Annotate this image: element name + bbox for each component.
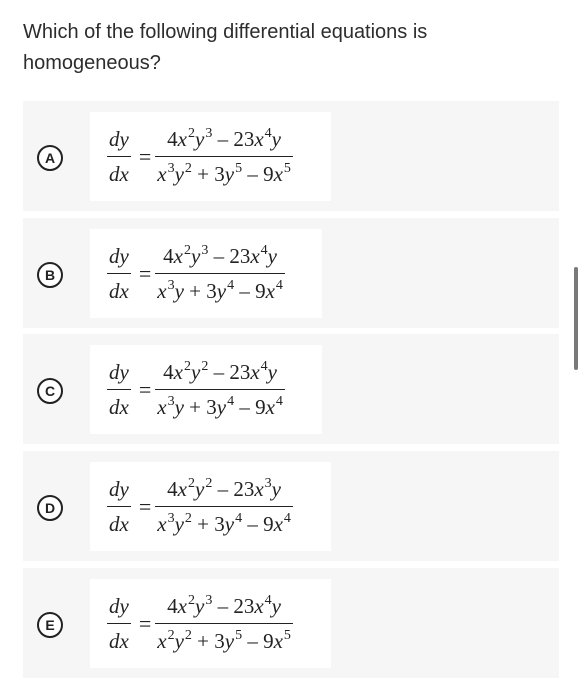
numerator-exponent: 3: [205, 592, 213, 608]
numerator-term: 4x: [163, 243, 183, 268]
option-letter-badge[interactable]: E: [37, 612, 63, 638]
numerator-exponent: 4: [264, 125, 272, 141]
denominator-term: – 9x: [242, 162, 283, 187]
numerator-term: y: [271, 126, 281, 151]
rhs-numerator: [161, 358, 279, 389]
question-line-2: homogeneous?: [23, 52, 161, 74]
derivative-fraction: [107, 358, 131, 421]
denominator-term: x: [157, 162, 167, 187]
differential-equation: [90, 579, 309, 668]
numerator-term: y: [267, 243, 277, 268]
derivative-fraction: [107, 475, 131, 538]
numerator-term: y: [267, 359, 277, 384]
denominator-term: – 9x: [242, 512, 283, 537]
denominator-exponent: 5: [283, 161, 291, 177]
numerator-term: – 23x: [208, 359, 260, 384]
numerator-term: y: [191, 359, 201, 384]
equation-box: [90, 579, 331, 668]
denominator-exponent: 4: [283, 511, 291, 527]
denominator-term: y: [174, 629, 184, 654]
option-letter-badge[interactable]: D: [37, 495, 63, 521]
denominator-exponent: 3: [167, 161, 175, 177]
numerator-term: y: [191, 243, 201, 268]
equals-sign: =: [138, 493, 152, 519]
rhs-numerator: [165, 475, 283, 506]
numerator-term: y: [271, 476, 281, 501]
numerator-term: y: [195, 593, 205, 618]
denominator-exponent: 2: [184, 511, 192, 527]
rhs-denominator: [155, 390, 285, 421]
denominator-exponent: 5: [283, 628, 291, 644]
numerator-term: 4x: [163, 359, 183, 384]
equals-sign: =: [138, 143, 152, 169]
option-d[interactable]: [23, 451, 559, 561]
rhs-numerator: [165, 592, 283, 623]
option-letter-badge[interactable]: A: [37, 145, 63, 171]
denominator-term: + 3y: [191, 629, 235, 654]
numerator-term: – 23x: [212, 593, 264, 618]
derivative-fraction: [107, 125, 131, 188]
denominator-term: x: [157, 279, 167, 304]
rhs-fraction: [155, 475, 293, 538]
denominator-term: y + 3y: [174, 279, 227, 304]
denominator-term: y: [174, 512, 184, 537]
differential-equation: [90, 345, 301, 434]
denominator-term: + 3y: [191, 162, 235, 187]
numerator-exponent: 4: [264, 592, 272, 608]
denominator-exponent: 4: [275, 394, 283, 410]
denominator-term: y + 3y: [174, 395, 227, 420]
numerator-term: – 23x: [208, 243, 260, 268]
question-text: [23, 17, 493, 79]
numerator-term: y: [195, 476, 205, 501]
equation-box: [90, 229, 322, 318]
scrollbar-thumb[interactable]: [574, 267, 578, 370]
denominator-term: – 9x: [234, 395, 275, 420]
rhs-fraction: [155, 242, 285, 305]
numerator-term: – 23x: [212, 476, 264, 501]
numerator-term: 4x: [167, 476, 187, 501]
option-b[interactable]: [23, 218, 559, 328]
denominator-exponent: 3: [167, 394, 175, 410]
numerator-term: – 23x: [212, 126, 264, 151]
equation-box: [90, 112, 331, 201]
numerator-exponent: 2: [201, 358, 209, 374]
rhs-fraction: [155, 358, 285, 421]
numerator-exponent: 4: [260, 358, 268, 374]
derivative-denominator: dx: [109, 629, 129, 654]
numerator-exponent: 3: [205, 125, 213, 141]
derivative-numerator: dy: [109, 243, 129, 268]
denominator-exponent: 4: [275, 278, 283, 294]
rhs-denominator: [155, 507, 293, 538]
denominator-term: x: [157, 395, 167, 420]
denominator-exponent: 2: [167, 628, 175, 644]
numerator-exponent: 2: [205, 475, 213, 491]
denominator-term: x: [157, 629, 167, 654]
numerator-exponent: 2: [188, 475, 195, 491]
denominator-term: – 9x: [242, 629, 283, 654]
equals-sign: =: [138, 260, 152, 286]
equation-box: [90, 462, 331, 551]
numerator-term: y: [271, 593, 281, 618]
equals-sign: =: [138, 610, 152, 636]
denominator-term: – 9x: [234, 279, 275, 304]
derivative-numerator: dy: [109, 476, 129, 501]
equals-sign: =: [138, 376, 152, 402]
rhs-denominator: [155, 624, 293, 655]
differential-equation: [90, 462, 309, 551]
denominator-exponent: 2: [184, 628, 192, 644]
derivative-numerator: dy: [109, 593, 129, 618]
differential-equation: [90, 112, 309, 201]
option-c[interactable]: [23, 334, 559, 444]
rhs-fraction: [155, 592, 293, 655]
rhs-fraction: [155, 125, 293, 188]
numerator-exponent: 2: [184, 242, 191, 258]
rhs-denominator: [155, 274, 285, 305]
denominator-exponent: 5: [235, 161, 243, 177]
derivative-denominator: dx: [109, 162, 129, 187]
denominator-term: x: [157, 512, 167, 537]
equation-box: [90, 345, 322, 434]
denominator-exponent: 4: [227, 278, 235, 294]
denominator-exponent: 4: [227, 394, 235, 410]
option-letter-badge[interactable]: B: [37, 262, 63, 288]
derivative-fraction: [107, 592, 131, 655]
numerator-exponent: 2: [184, 358, 191, 374]
numerator-term: 4x: [167, 126, 187, 151]
option-a[interactable]: [23, 101, 559, 211]
denominator-exponent: 4: [235, 511, 243, 527]
numerator-exponent: 2: [188, 125, 195, 141]
denominator-term: + 3y: [191, 512, 235, 537]
derivative-fraction: [107, 242, 131, 305]
denominator-term: y: [174, 162, 184, 187]
derivative-denominator: dx: [109, 395, 129, 420]
option-e[interactable]: [23, 568, 559, 678]
numerator-exponent: 3: [264, 475, 272, 491]
derivative-numerator: dy: [109, 359, 129, 384]
rhs-numerator: [161, 242, 279, 273]
differential-equation: [90, 229, 301, 318]
rhs-numerator: [165, 125, 283, 156]
denominator-exponent: 5: [235, 628, 243, 644]
denominator-exponent: 2: [184, 161, 192, 177]
derivative-numerator: dy: [109, 126, 129, 151]
rhs-denominator: [155, 157, 293, 188]
question-line-1: Which of the following differential equations is: [23, 21, 428, 43]
numerator-exponent: 3: [201, 242, 209, 258]
denominator-exponent: 3: [167, 278, 175, 294]
numerator-exponent: 2: [188, 592, 195, 608]
numerator-exponent: 4: [260, 242, 268, 258]
numerator-term: 4x: [167, 593, 187, 618]
derivative-denominator: dx: [109, 279, 129, 304]
numerator-term: y: [195, 126, 205, 151]
derivative-denominator: dx: [109, 512, 129, 537]
option-letter-badge[interactable]: C: [37, 378, 63, 404]
denominator-exponent: 3: [167, 511, 175, 527]
